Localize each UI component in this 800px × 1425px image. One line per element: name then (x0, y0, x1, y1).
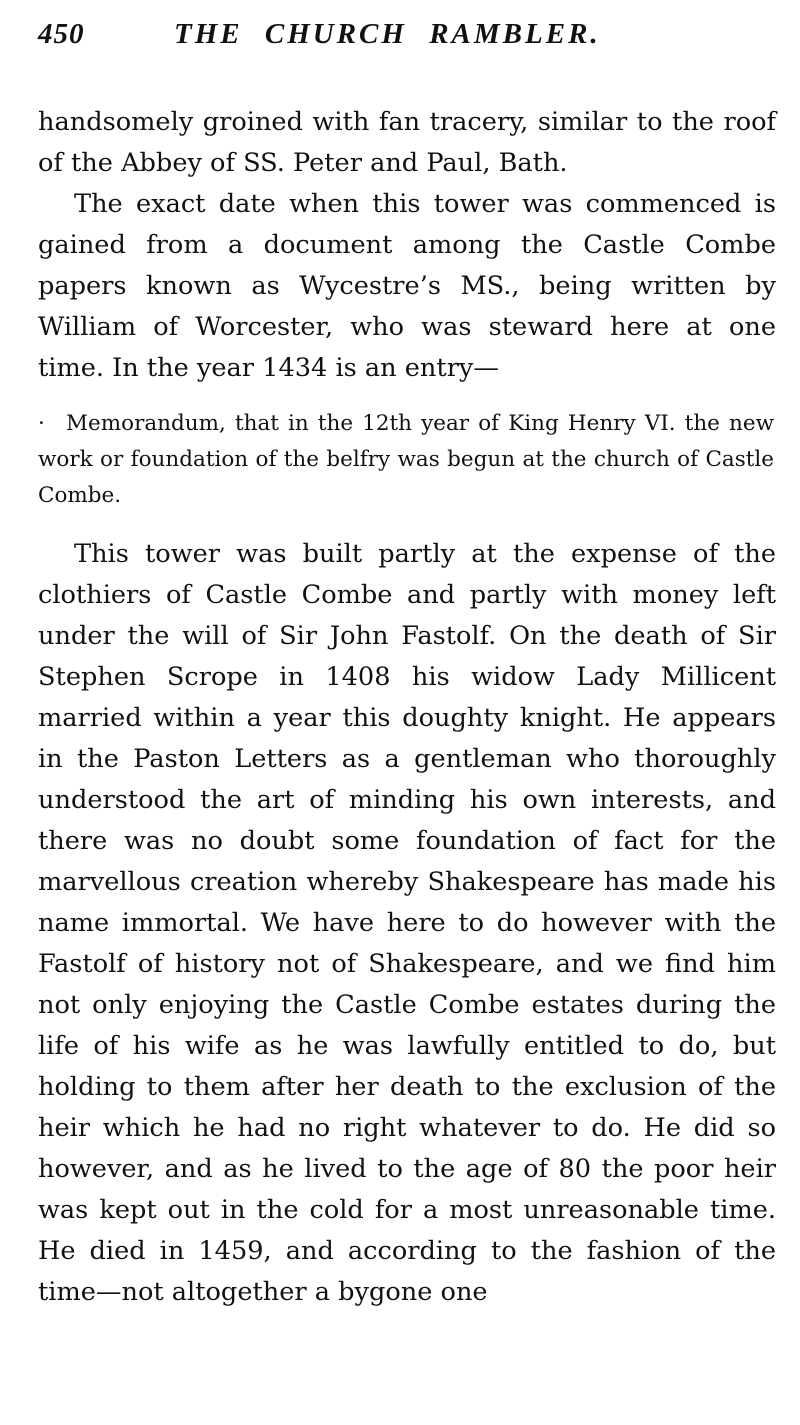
paragraph-continuation: handsomely groined with fan tracery, similar to the roof of the Abbey of SS. Peter and Paul, Bath. (38, 107, 776, 178)
paragraph-tower-date: The exact date when this tower was commenced is gained from a document among the Castle Combe papers known as Wycestre’s MS., being written by William of Worcester, who was steward here at one time. In the year 1434 is an entry— (38, 189, 776, 383)
book-page (38, 14, 776, 1313)
memorandum-text: Memorandum, that in the 12th year of King Henry VI. the new work or foundation of the belfry was begun at the church of Castle Combe. (38, 411, 774, 508)
running-head: THE CHURCH RAMBLER. (174, 18, 601, 50)
paragraph-fastolf: This tower was built partly at the expense of the clothiers of Castle Combe and partly with money left under the will of Sir John Fastolf. On the death of Sir Stephen Scrope in 1408 his widow Lady Millicent married within a year this doughty knight. He appears in the Paston Letters as a gentleman who thoroughly understood the art of minding his own interests, and there was no doubt some foundation of fact for the marvellous creation whereby Shakespeare has made his name immortal. We have here to do however with the Fastolf of history not of Shakespeare, and we find him not only enjoying the Castle Combe estates during the life of his wife as he was lawfully entitled to do, but holding to them after her death to the exclusion of the heir which he had no right whatever to do. He did so however, and as he lived to the age of 80 the poor heir was kept out in the cold for a most unreasonable time. He died in 1459, and according to the fashion of the time—not altogether a bygone one (38, 539, 776, 1307)
quote-bullet: · (38, 411, 45, 436)
page-header (38, 14, 776, 58)
page-number: 450 (38, 18, 85, 50)
memorandum-quote (38, 406, 776, 514)
